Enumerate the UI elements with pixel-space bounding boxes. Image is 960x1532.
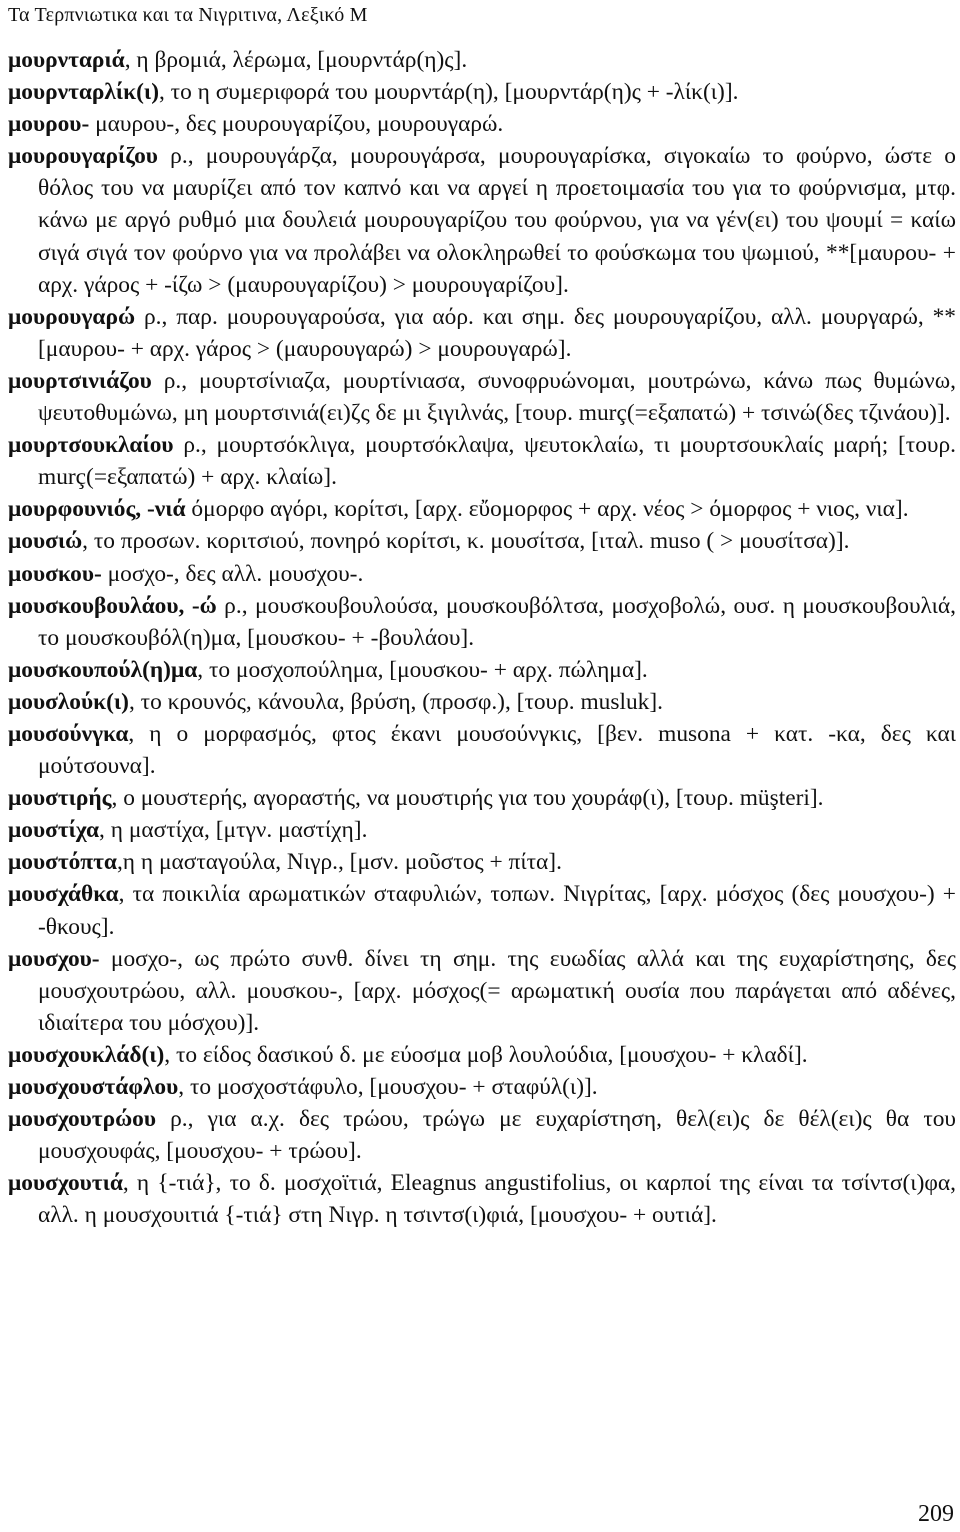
dictionary-entry bbox=[8, 878, 956, 942]
entry-definition: ρ., μουρτσόκλιγα, μουρτσόκλαψα, ψευτοκλαίω, τι μουρτσουκλαίς μαρή; [τουρ. murç(=εξαπατώ) + αρχ. κλαίω]. bbox=[38, 432, 956, 491]
running-header: Τα Τερπνιωτικα και τα Νιγριτινα, Λεξικό Μ bbox=[8, 4, 368, 26]
entry-definition: , η μαστίχα, [μτγν. μαστίχη]. bbox=[99, 817, 368, 844]
dictionary-entry bbox=[8, 1071, 956, 1103]
dictionary-entry bbox=[8, 140, 956, 300]
dictionary-entry bbox=[8, 429, 956, 493]
entry-definition: , το η συμεριφορά του μουρντάρ(η), [μουρντάρ(η)ς + -λίκ(ι)]. bbox=[158, 79, 739, 106]
entry-headword: μουρουγαρώ bbox=[8, 303, 136, 330]
entry-headword: μουσιώ bbox=[8, 528, 83, 555]
dictionary-entry bbox=[8, 365, 956, 429]
page-number: 209 bbox=[918, 1501, 954, 1527]
entry-headword: μουρτσινιάζου bbox=[8, 367, 152, 394]
entry-definition: όμορφο αγόρι, κορίτσι, [αρχ. εὔομορφος + αρχ. νέος > όμορφος + νιος, νια]. bbox=[185, 496, 909, 523]
dictionary-entry bbox=[8, 782, 956, 814]
entry-definition: , το είδος δασικού δ. με εύοσμα μοβ λουλούδια, [μουσχου- + κλαδί]. bbox=[164, 1041, 808, 1068]
entry-headword: μουσχουτιά bbox=[8, 1170, 123, 1197]
entry-headword: μουρου- bbox=[8, 111, 90, 138]
entry-definition: , το μοσχοπούλημα, [μουσκου- + αρχ. πώλημα]. bbox=[197, 656, 648, 683]
dictionary-entry bbox=[8, 654, 956, 686]
dictionary-entry bbox=[8, 493, 956, 525]
entry-definition: , το προσων. κοριτσιού, πονηρό κορίτσι, κ. μουσίτσα, [ιταλ. muso ( > μουσίτσα)]. bbox=[82, 528, 850, 555]
dictionary-entry bbox=[8, 718, 956, 782]
entry-headword: μουστίχα bbox=[8, 817, 100, 844]
entry-headword: μουρουγαρίζου bbox=[8, 143, 158, 170]
entry-definition: , το κρουνός, κάνουλα, βρύση, (προσφ.), [τουρ. musluk]. bbox=[128, 688, 664, 715]
entry-headword: μουσλούκ(ι) bbox=[8, 688, 129, 715]
entry-definition: , η βρομιά, λέρωμα, [μουρντάρ(η)ς]. bbox=[124, 47, 468, 73]
entry-headword: μουρτσουκλαίου bbox=[8, 432, 174, 459]
entry-headword: μουσούνγκα bbox=[8, 720, 129, 747]
entry-definition: , ο μουστερής, αγοραστής, να μουστιρής για του χουράφ(ι), [τουρ. müşteri]. bbox=[111, 785, 824, 812]
dictionary-entry bbox=[8, 686, 956, 718]
dictionary-entry bbox=[8, 44, 956, 76]
entry-headword: μουστιρής bbox=[8, 785, 112, 812]
dictionary-entry bbox=[8, 1167, 956, 1231]
entry-definition: ρ., μουσκουβουλούσα, μουσκουβόλτσα, μοσχοβολώ, ουσ. η μουσκουβουλιά, το μουσκουβόλ(η)μα, [μουσκου- + -βουλάου]. bbox=[38, 592, 957, 651]
entry-headword: μουσχου- bbox=[8, 945, 100, 972]
entry-definition: ρ., παρ. μουρουγαρούσα, για αόρ. και σημ. δες μουρουγαρίζου, αλλ. μουργαρώ, **[μαυρου- + αρχ. γάρος > (μαυρουγαρώ) > μουρουγαρώ]. bbox=[38, 303, 956, 362]
entry-headword: μουσχουστάφλου bbox=[8, 1074, 179, 1100]
entry-headword: μουρνταρλίκ(ι) bbox=[8, 79, 159, 106]
dictionary-entry bbox=[8, 108, 956, 140]
entry-definition: , το μοσχοστάφυλο, [μουσχου- + σταφύλ(ι)]. bbox=[178, 1074, 598, 1100]
dictionary-entry bbox=[8, 301, 956, 365]
entry-headword: μουρφουνιός, -νιά bbox=[8, 496, 186, 523]
dictionary-entry bbox=[8, 1039, 956, 1071]
dictionary-entry bbox=[8, 525, 956, 557]
dictionary-entry bbox=[8, 558, 956, 590]
entry-headword: μουσχουτρώου bbox=[8, 1106, 157, 1133]
entry-definition: ρ., για α.χ. δες τρώου, τρώγω με ευχαρίστηση, θελ(ει)ς δε θέλ(ει)ς θα του μουσχουφάς, [μουσχου- + τρώου]. bbox=[38, 1106, 956, 1165]
entry-definition: , τα ποικιλία αρωματικών σταφυλιών, τοπων. Νιγρίτας, [αρχ. μόσχος (δες μουσχου-) + -θκους]. bbox=[38, 881, 956, 940]
entry-definition: ,η η μασταγούλα, Νιγρ., [μσν. μοῦστος + πίτα]. bbox=[116, 849, 562, 876]
dictionary-entry bbox=[8, 590, 956, 654]
entry-headword: μουσκουπούλ(η)μα bbox=[8, 656, 198, 683]
entry-headword: μουσχουκλάδ(ι) bbox=[8, 1041, 165, 1068]
entry-headword: μουσκουβουλάου, -ώ bbox=[8, 592, 217, 619]
entry-headword: μουσκου- bbox=[8, 560, 102, 587]
entry-definition: , η ο μορφασμός, φτος έκανι μουσούνγκις, [βεν. musona + κατ. -κα, δες και μούτσουνα]. bbox=[38, 720, 956, 780]
entry-definition: μοσχο-, ως πρώτο συνθ. δίνει τη σημ. της ευωδίας αλλά και της ευχαρίστησης, δες μουσχουτρώου, αλλ. μουσκου-, [αρχ. μόσχος(= αρωματική ουσία που παράγεται από αδένες, ιδιαίτερα του μόσχου)]. bbox=[38, 945, 956, 1036]
entry-headword: μουρνταριά bbox=[8, 47, 125, 73]
entry-headword: μουσχάθκα bbox=[8, 881, 119, 908]
dictionary-entry bbox=[8, 943, 956, 1039]
dictionary-entry bbox=[8, 814, 956, 846]
entry-definition: μαυρου-, δες μουρουγαρίζου, μουρουγαρώ. bbox=[89, 111, 504, 138]
entry-definition: ρ., μουρτσίνιαζα, μουρτίνιασα, συνοφρυώνομαι, μουτρώνω, κάνω πως θυμώνω, ψευτοθυμώνω, μη μουρτσινιά(ει)ζς δε μι ξιγιλνάς, [τουρ. murç(=εξαπατώ) + τσινώ(δες τζινάου)]. bbox=[38, 367, 956, 427]
dictionary-entry bbox=[8, 76, 956, 108]
dictionary-entries bbox=[8, 44, 956, 1231]
entry-definition: , η {-τιά}, το δ. μοσχοϊτιά, Eleagnus angustifolius, οι καρποί της είναι τα τσίντσ(ι)φα, αλλ. η μουσχουιτιά {-τιά} στη Νιγρ. η τσιντσ(ι)φιά, [μουσχου- + ουτιά]. bbox=[38, 1170, 956, 1229]
entry-definition: ρ., μουρουγάρζα, μουρουγάρσα, μουρουγαρίσκα, σιγοκαίω το φούρνο, ώστε ο θόλος του να μαυρίζει από τον καπνό και να αργεί η προετοιμασία του για το φούρνισμα, μτφ. κάνω με αργό ρυθμό μια δουλειά μουρουγαρίζου του φούρνου, για να γέν(ει) του ψουμί = καίω σιγά σιγά τον φούρνο για να προλάβει να ολοκληρωθεί το φούσκωμα του ψωμιού, **[μαυρου- + αρχ. γάρος + -ίζω > (μαυρουγαρίζου) > μουρουγαρίζου]. bbox=[38, 143, 956, 298]
entry-headword: μουστόπτα bbox=[8, 849, 117, 876]
dictionary-entry bbox=[8, 1103, 956, 1167]
dictionary-entry bbox=[8, 846, 956, 878]
entry-definition: μοσχο-, δες αλλ. μουσχου-. bbox=[101, 560, 364, 587]
